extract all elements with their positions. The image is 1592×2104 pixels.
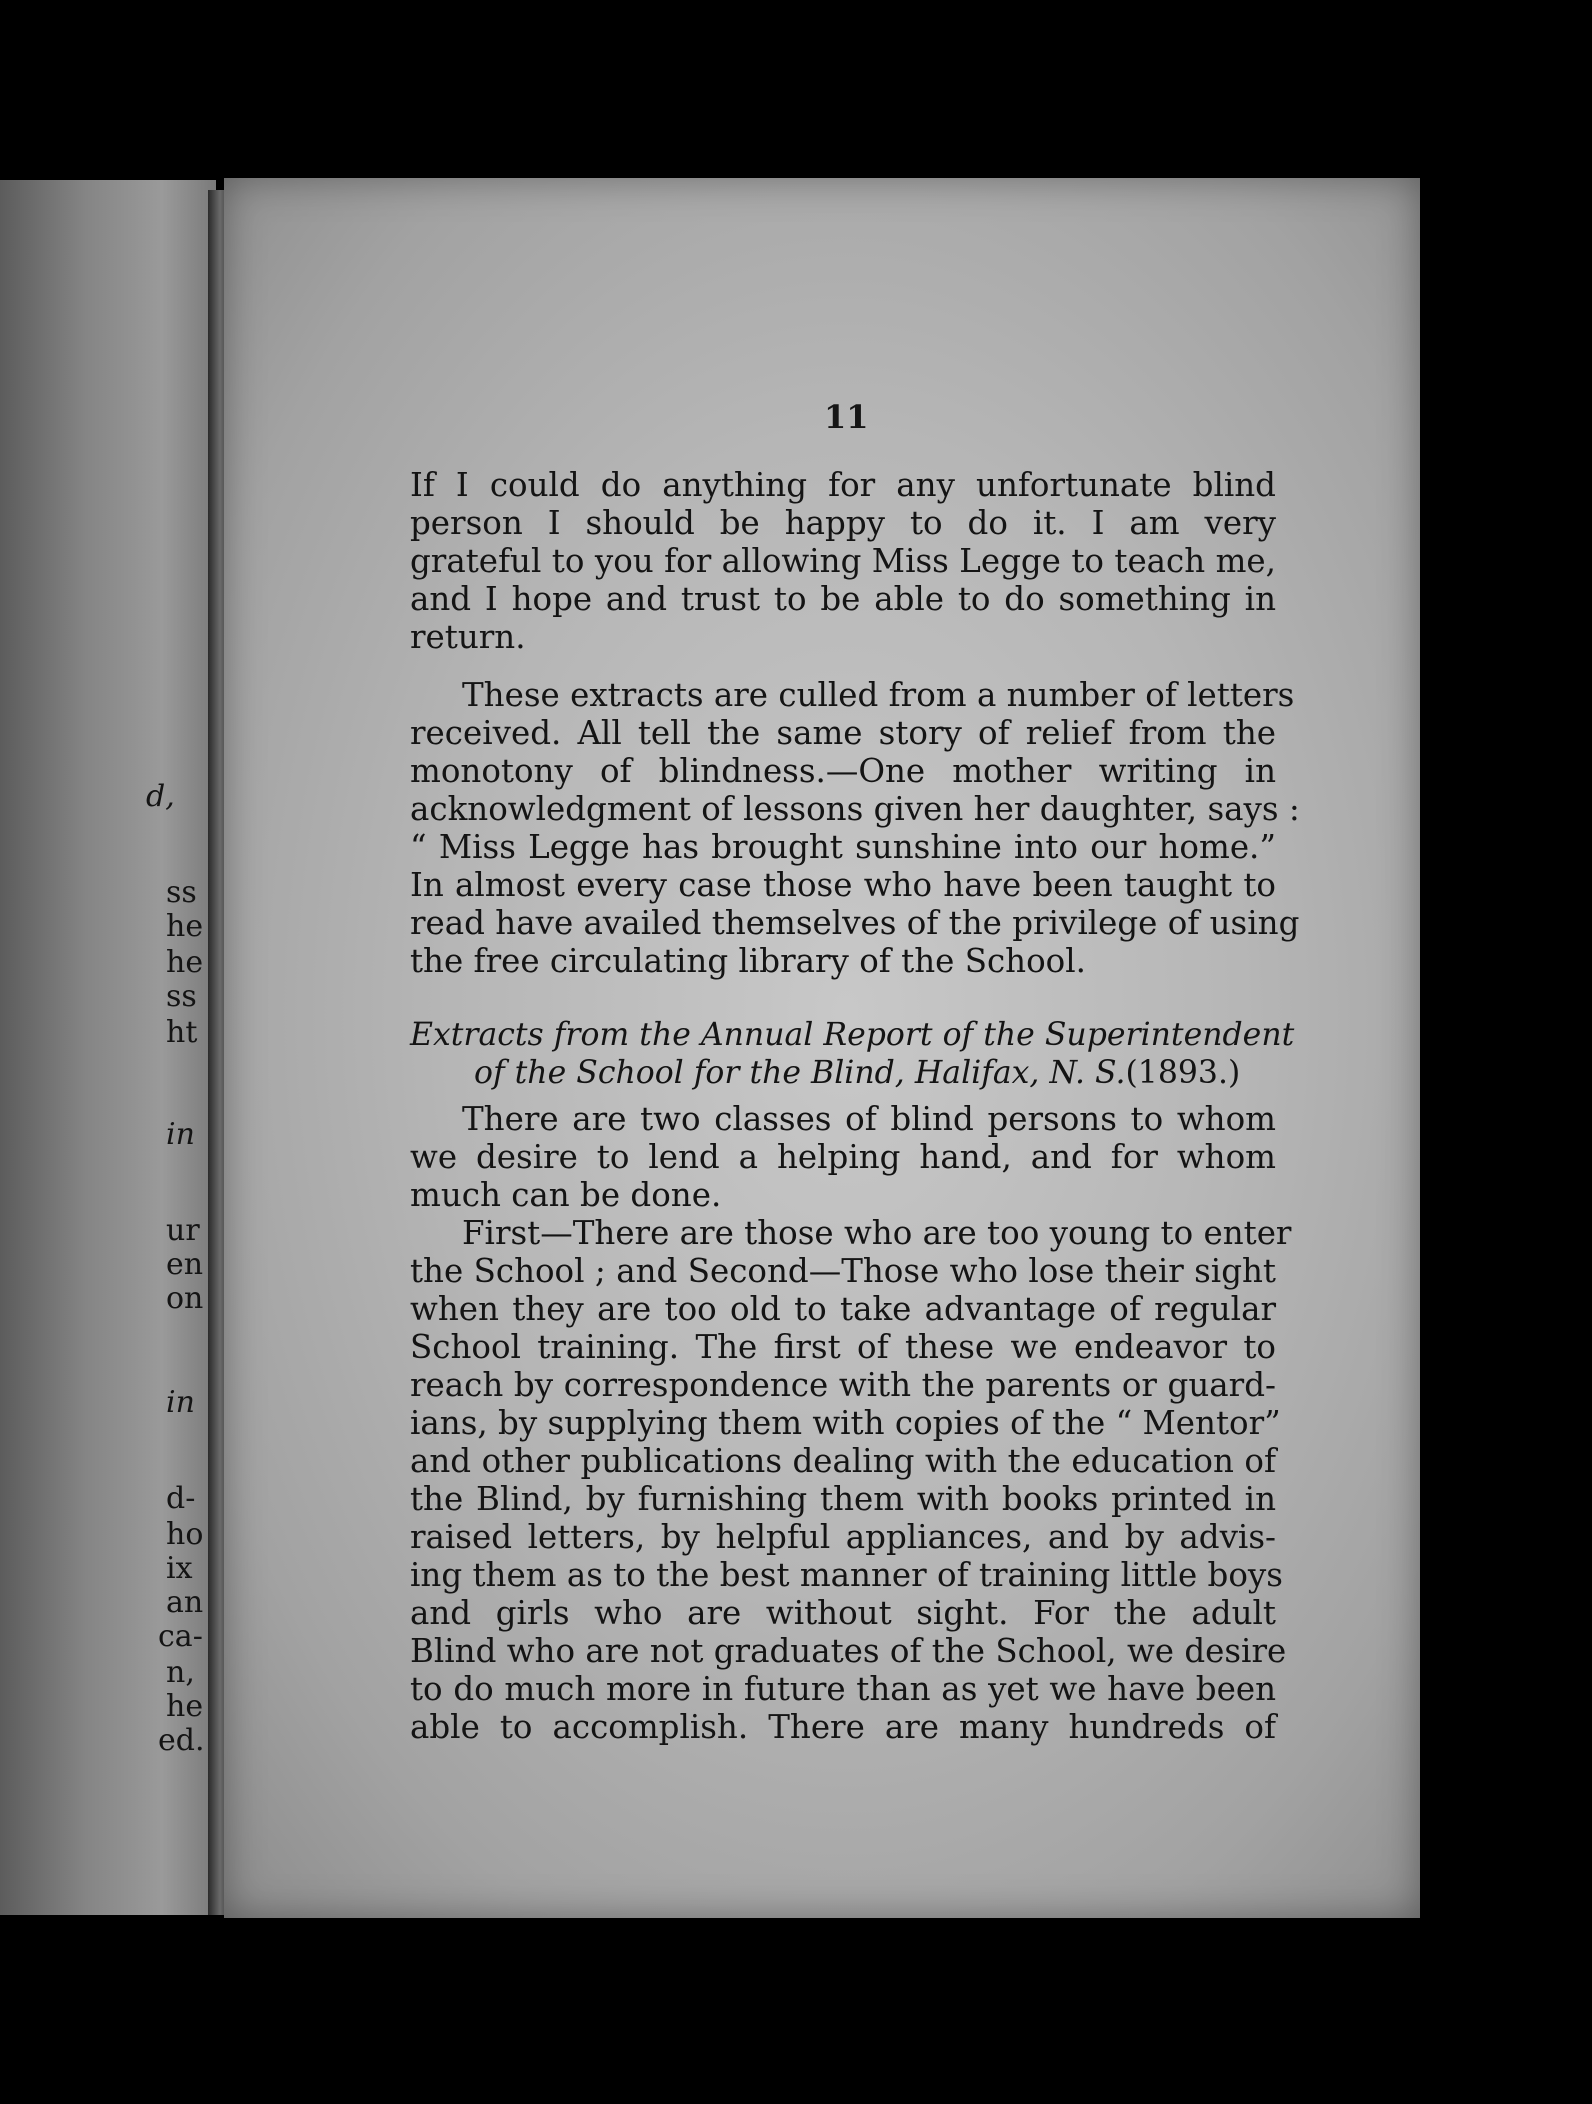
text-line: First—There are those who are too young to enter [462, 1214, 1292, 1252]
text-line: There are two classes of blind persons to whom [462, 1100, 1276, 1138]
text-line: much can be done. [410, 1176, 722, 1214]
left-page-fragment: on [166, 1281, 204, 1316]
left-page-fragment: n, [166, 1655, 195, 1690]
text-line: and other publications dealing with the education of [410, 1442, 1276, 1480]
left-page-fragment: ix [166, 1551, 193, 1586]
left-page-fragment: ho [166, 1517, 204, 1552]
left-page-fragment: he [166, 1689, 204, 1724]
text-line: and girls who are without sight. For the adult [410, 1594, 1276, 1632]
text-line: the Blind, by furnishing them with books printed in [410, 1480, 1276, 1518]
text-line: raised letters, by helpful appliances, and by advis- [410, 1518, 1276, 1556]
text-line: the School ; and Second—Those who lose their sight [410, 1252, 1276, 1290]
left-page-fragment: ca- [158, 1619, 203, 1654]
text-line: to do much more in future than as yet we have been [410, 1670, 1276, 1708]
text-line: received. All tell the same story of relief from the [410, 714, 1276, 752]
text-line: “ Miss Legge has brought sunshine into our home.” [410, 828, 1276, 866]
text-line: Blind who are not graduates of the School, we desire [410, 1632, 1287, 1670]
left-page-fragment: ss [166, 979, 197, 1014]
text-line: ing them as to the best manner of training little boys [410, 1556, 1283, 1594]
text-line: reach by correspondence with the parents or guard- [410, 1366, 1276, 1404]
heading-year: (1893.) [1125, 1055, 1241, 1091]
left-page-fragment: he [166, 909, 204, 944]
text-line: School training. The first of these we endeavor to [410, 1328, 1276, 1366]
left-page-fragment: d, [146, 779, 175, 814]
paragraph-extracts-summary [410, 676, 1300, 980]
left-page-fragment: ur [166, 1213, 200, 1248]
left-page-fragment: he [166, 945, 204, 980]
text-line: read have availed themselves of the privilege of using [410, 904, 1300, 942]
left-page-fragment: an [166, 1585, 204, 1620]
text-line: return. [410, 618, 526, 656]
text-line: monotony of blindness.—One mother writing in [410, 752, 1276, 790]
text-line: when they are too old to take advantage of regular [410, 1290, 1276, 1328]
left-page-fragment: en [166, 1247, 204, 1282]
paragraph-two-classes [410, 1100, 1276, 1214]
heading-institution: of the School for the Blind, Halifax, N. S. [474, 1055, 1126, 1091]
text-line: the free circulating library of the School. [410, 942, 1086, 980]
text-line: These extracts are culled from a number of letters [462, 676, 1295, 714]
text-line: ians, by supplying them with copies of the “ Mentor” [410, 1404, 1281, 1442]
text-line: In almost every case those who have been taught to [410, 866, 1276, 904]
left-page-fragment: in [166, 1385, 195, 1420]
text-line: grateful to you for allowing Miss Legge to teach me, [410, 542, 1276, 580]
left-facing-page [0, 180, 216, 1915]
left-page-fragment: ht [166, 1015, 198, 1050]
text-line: person I should be happy to do it. I am very [410, 504, 1276, 542]
section-heading [410, 1016, 1295, 1092]
text-line: we desire to lend a helping hand, and for whom [410, 1138, 1276, 1176]
text-line: able to accomplish. There are many hundreds of [410, 1708, 1276, 1746]
left-page-fragment: in [166, 1117, 195, 1152]
text-line: and I hope and trust to be able to do something in [410, 580, 1276, 618]
text-line: acknowledgment of lessons given her daughter, says : [410, 790, 1300, 828]
left-page-fragment: ss [166, 875, 197, 910]
paragraph-letter-closing [410, 466, 1276, 656]
left-page-fragment: d- [166, 1481, 196, 1516]
page-number: 11 [824, 398, 869, 436]
left-page-fragment: ed. [158, 1723, 205, 1758]
heading-line: Extracts from the Annual Report of the Superintendent [410, 1017, 1295, 1053]
text-line: If I could do anything for any unfortunate blind [410, 466, 1276, 504]
heading-line [410, 1054, 1276, 1092]
paragraph-first-second [410, 1214, 1292, 1746]
right-page [224, 178, 1420, 1918]
